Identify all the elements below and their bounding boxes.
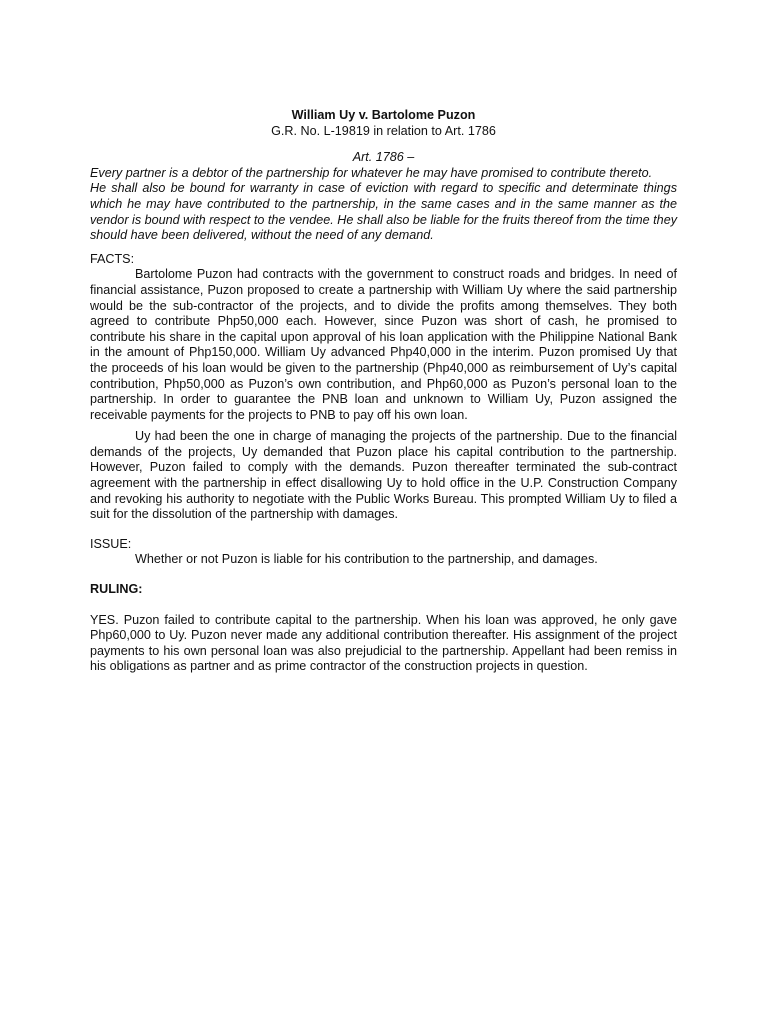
article-heading: Art. 1786 – — [352, 150, 415, 165]
article-paragraph: Every partner is a debtor of the partnership for whatever he may have promised to contribute thereto. — [90, 165, 653, 180]
case-citation: G.R. No. L-19819 in relation to Art. 1786 — [271, 123, 496, 138]
issue-label: ISSUE: — [90, 536, 132, 551]
document-page — [90, 108, 677, 675]
facts-paragraph: Uy had been the one in charge of managing the projects of the partnership. Due to the financial demands of the projects, Uy demanded that Puzon place his capital contribution to the partnership. However, Puzon failed to comply with the demands. Puzon thereafter terminated the sub-contract agreement with the partnership in effect disallowing Uy to hold office in the U.P. Construction Company and revoking his authority to negotiate with the Public Works Bureau. This prompted William Uy to filed a suit for the dissolution of the partnership with damages. — [90, 429, 677, 522]
facts-paragraph: Bartolome Puzon had contracts with the government to construct roads and bridges. In need of financial assistance, Puzon proposed to create a partnership with William Uy where the said partnership would be the sub-contractor of the projects, and to divide the profits among themselves. They both agreed to contribute Php50,000 each. However, since Puzon was short of cash, he promised to contribute his share in the capital upon approval of his loan application with the Philippine National Bank in the amount of Php150,000. William Uy advanced Php40,000 in the interim. Puzon promised Uy that the proceeds of his loan would be given to the partnership (Php40,000 as reimbursement of Uy’s capital contribution, Php50,000 as Puzon’s own contribution, and Php60,000 as Puzon’s personal loan to the partnership. In order to guarantee the PNB loan and unknown to William Uy, Puzon assigned the receivable payments for the projects to PNB to pay off his own loan. — [90, 267, 677, 422]
issue-text: Whether or not Puzon is liable for his contribution to the partnership, and damages. — [135, 552, 598, 567]
article-text — [90, 166, 677, 244]
article-paragraph: He shall also be bound for warranty in case of eviction with regard to specific and determinate things which he may have contributed to the partnership, in the same cases and in the same manner as the vendor is bound with respect to the vendee. He shall also be liable for the fruits thereof from the time they should have been delivered, without the need of any demand. — [90, 181, 677, 243]
facts-label: FACTS: — [90, 251, 135, 266]
ruling-text: YES. Puzon failed to contribute capital to the partnership. When his loan was approved, he only gave Php60,000 to Uy. Puzon never made any additional contribution thereafter. His assignment of the project payments to his own personal loan was also prejudicial to the partnership. Appellant had been remiss in his obligations as partner and as prime contractor of the construction projects in question. — [90, 612, 677, 674]
ruling-label: RULING: — [90, 582, 143, 597]
case-title: William Uy v. Bartolome Puzon — [291, 108, 476, 122]
